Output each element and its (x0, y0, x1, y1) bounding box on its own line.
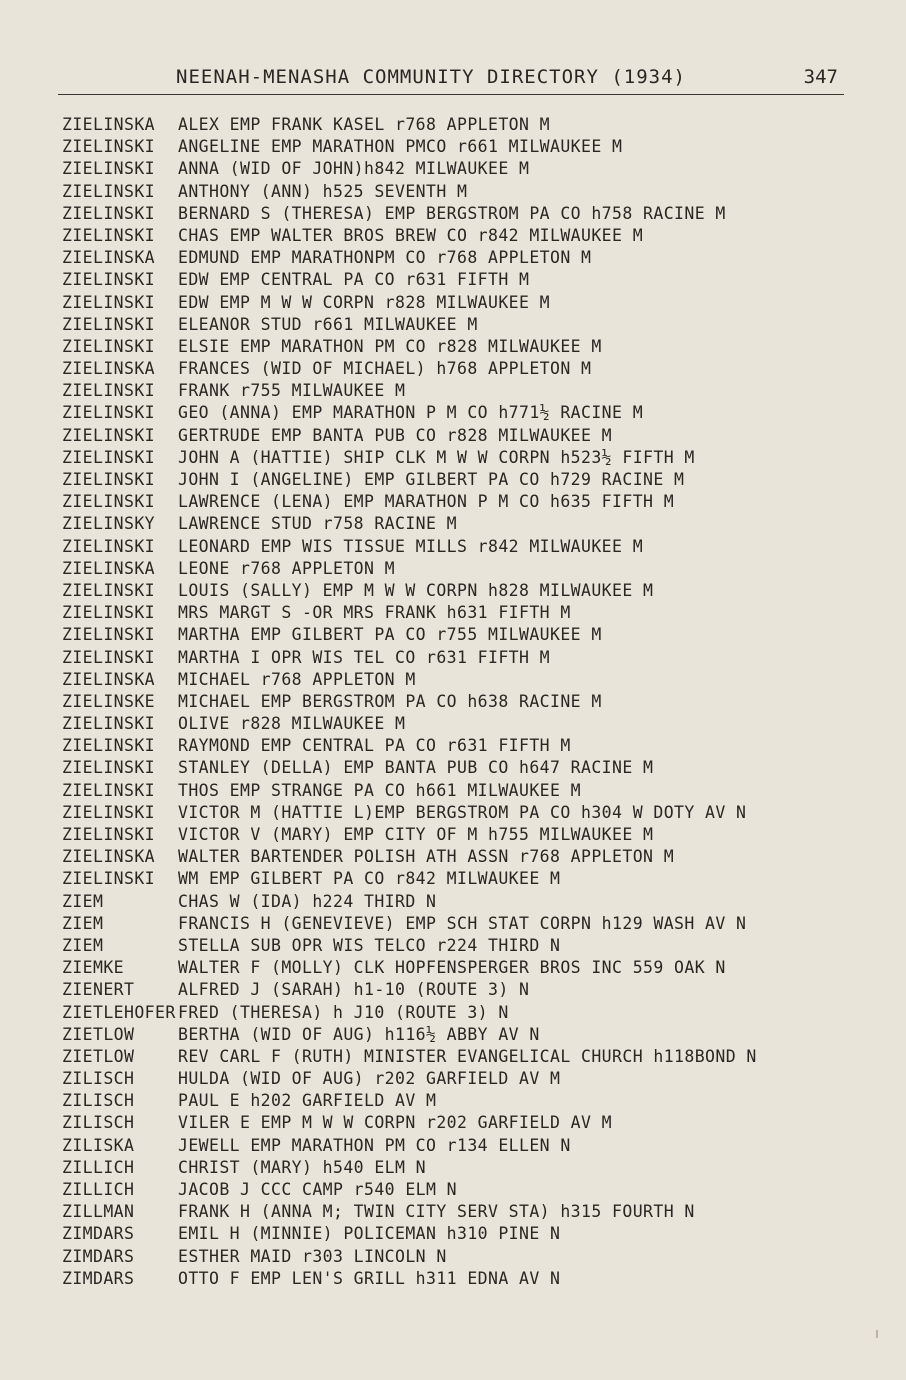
entry-detail: JEWELL EMP MARATHON PM CO r134 ELLEN N (178, 1135, 571, 1155)
entry-surname: ZIELINSKI (62, 758, 156, 778)
directory-entry (62, 247, 862, 269)
directory-entry (62, 1246, 862, 1268)
directory-entry (62, 868, 862, 890)
entry-surname: ZIELINSKI (62, 470, 156, 489)
directory-entry (62, 358, 862, 380)
directory-entry (62, 1112, 862, 1134)
entry-detail: MARTHA EMP GILBERT PA CO r755 MILWAUKEE M (178, 625, 602, 645)
entry-surname: ZIELINSKI (62, 159, 156, 179)
directory-entry (62, 558, 862, 580)
entry-surname: ZIEM (62, 935, 104, 955)
entry-detail: MICHAEL EMP BERGSTROM PA CO h638 RACINE M (178, 691, 602, 711)
entry-surname: ZIMDARS (62, 1224, 135, 1244)
entry-surname: ZIELINSKI (62, 336, 156, 356)
entry-detail: LEONARD EMP WIS TISSUE MILLS r842 MILWAUKEE M (178, 536, 644, 556)
directory-entry (62, 824, 862, 846)
entry-surname: ZILISCH (62, 1069, 135, 1089)
entry-surname: ZIELINSKI (62, 647, 156, 667)
directory-entry (62, 225, 862, 247)
entry-detail: EDW EMP M W W CORPN r828 MILWAUKEE M (178, 292, 551, 312)
entry-detail: LAWRENCE STUD r758 RACINE M (178, 514, 458, 534)
entry-detail: ESTHER MAID r303 LINCOLN N (178, 1246, 447, 1266)
entry-surname: ZIMDARS (62, 1246, 135, 1266)
page-number: 347 (803, 66, 838, 88)
directory-entry (62, 203, 862, 225)
directory-entry (62, 158, 862, 180)
entry-surname: ZIETLEHOFER (62, 1002, 176, 1022)
entry-surname: ZIELINSKI (62, 736, 156, 756)
directory-entry (62, 292, 862, 314)
directory-entry (62, 624, 862, 646)
entry-detail: JACOB J CCC CAMP r540 ELM N (178, 1180, 458, 1199)
entry-surname: ZIMDARS (62, 1268, 135, 1288)
directory-entry (62, 846, 862, 868)
entry-detail: GERTRUDE EMP BANTA PUB CO r828 MILWAUKEE M (178, 425, 613, 445)
directory-entries (62, 114, 862, 1290)
entry-surname: ZIELINSKI (62, 270, 156, 290)
entry-detail: GEO (ANNA) EMP MARATHON P M CO h771½ RACINE M (178, 403, 644, 423)
entry-surname: ZIEMKE (62, 958, 125, 978)
directory-entry (62, 1179, 862, 1201)
entry-surname: ZIELINSKI (62, 447, 156, 467)
directory-entry (62, 1268, 862, 1290)
entry-detail: FRANK H (ANNA M; TWIN CITY SERV STA) h315 FOURTH N (178, 1202, 695, 1222)
entry-surname: ZIELINSKA (62, 558, 156, 578)
entry-surname: ZIELINSKA (62, 847, 156, 867)
directory-entry (62, 780, 862, 802)
entry-surname: ZIELINSKI (62, 203, 156, 223)
entry-detail: ALEX EMP FRANK KASEL r768 APPLETON M (178, 115, 551, 134)
entry-detail: RAYMOND EMP CENTRAL PA CO r631 FIFTH M (178, 736, 571, 756)
entry-detail: WALTER BARTENDER POLISH ATH ASSN r768 APPLETON M (178, 847, 675, 867)
entry-surname: ZIEM (62, 913, 104, 933)
entry-surname: ZIELINSKI (62, 425, 156, 445)
directory-entry (62, 757, 862, 779)
entry-detail: ANGELINE EMP MARATHON PMCO r661 MILWAUKEE M (178, 137, 623, 157)
entry-surname: ZIETLOW (62, 1046, 135, 1066)
page-header (58, 64, 844, 95)
entry-detail: BERNARD S (THERESA) EMP BERGSTROM PA CO h758 RACINE M (178, 203, 726, 223)
entry-surname: ZIEM (62, 891, 104, 911)
directory-entry (62, 580, 862, 602)
directory-entry (62, 1135, 862, 1157)
entry-detail: EDMUND EMP MARATHONPM CO r768 APPLETON M (178, 248, 592, 268)
entry-detail: EDW EMP CENTRAL PA CO r631 FIFTH M (178, 270, 530, 290)
entry-detail: LAWRENCE (LENA) EMP MARATHON P M CO h635 FIFTH M (178, 492, 675, 512)
directory-entry (62, 735, 862, 757)
entry-surname: ZILISCH (62, 1091, 135, 1111)
directory-entry (62, 1223, 862, 1245)
directory-entry (62, 114, 862, 136)
directory-entry (62, 314, 862, 336)
entry-detail: CHAS EMP WALTER BROS BREW CO r842 MILWAUKEE M (178, 225, 644, 245)
entry-detail: FRED (THERESA) h J10 (ROUTE 3) N (178, 1002, 509, 1022)
entry-surname: ZIELINSKI (62, 381, 156, 401)
entry-detail: OTTO F EMP LEN'S GRILL h311 EDNA AV N (178, 1268, 561, 1288)
directory-entry (62, 713, 862, 735)
directory-entry (62, 513, 862, 535)
entry-detail: JOHN I (ANGELINE) EMP GILBERT PA CO h729 RACINE M (178, 470, 685, 489)
entry-detail: OLIVE r828 MILWAUKEE M (178, 714, 406, 734)
directory-entry (62, 935, 862, 957)
entry-surname: ZIELINSKY (62, 514, 156, 534)
directory-entry (62, 447, 862, 469)
entry-detail: PAUL E h202 GARFIELD AV M (178, 1091, 437, 1111)
entry-detail: ANTHONY (ANN) h525 SEVENTH M (178, 181, 468, 201)
entry-detail: HULDA (WID OF AUG) r202 GARFIELD AV M (178, 1069, 561, 1089)
entry-detail: THOS EMP STRANGE PA CO h661 MILWAUKEE M (178, 780, 582, 800)
directory-entry (62, 1002, 862, 1024)
directory-entry (62, 269, 862, 291)
entry-surname: ZILLICH (62, 1180, 135, 1199)
page-title: NEENAH-MENASHA COMMUNITY DIRECTORY (1934) (176, 66, 686, 88)
entry-surname: ZIELINSKA (62, 248, 156, 268)
entry-surname: ZIELINSKA (62, 115, 156, 134)
directory-entry (62, 402, 862, 424)
entry-surname: ZIELINSKI (62, 181, 156, 201)
entry-surname: ZILLICH (62, 1157, 135, 1177)
entry-detail: REV CARL F (RUTH) MINISTER EVANGELICAL CHURCH h118BOND N (178, 1046, 757, 1066)
entry-detail: MRS MARGT S -OR MRS FRANK h631 FIFTH M (178, 603, 571, 623)
directory-entry (62, 691, 862, 713)
directory-entry (62, 802, 862, 824)
entry-surname: ZIELINSKA (62, 359, 156, 379)
entry-surname: ZIENERT (62, 980, 135, 1000)
directory-entry (62, 380, 862, 402)
entry-detail: JOHN A (HATTIE) SHIP CLK M W W CORPN h523½ FIFTH M (178, 447, 695, 467)
paper-mark (876, 1330, 878, 1338)
directory-entry (62, 336, 862, 358)
entry-surname: ZIELINSKE (62, 691, 156, 711)
entry-detail: BERTHA (WID OF AUG) h116½ ABBY AV N (178, 1024, 540, 1044)
entry-surname: ZIELINSKA (62, 669, 156, 689)
entry-surname: ZIELINSKI (62, 625, 156, 645)
directory-entry (62, 536, 862, 558)
entry-surname: ZIELINSKI (62, 536, 156, 556)
entry-detail: ELEANOR STUD r661 MILWAUKEE M (178, 314, 478, 334)
entry-detail: FRANCIS H (GENEVIEVE) EMP SCH STAT CORPN h129 WASH AV N (178, 913, 747, 933)
entry-detail: EMIL H (MINNIE) POLICEMAN h310 PINE N (178, 1224, 561, 1244)
entry-surname: ZIELINSKI (62, 802, 156, 822)
entry-surname: ZIELINSKI (62, 825, 156, 844)
directory-entry (62, 181, 862, 203)
entry-surname: ZIETLOW (62, 1024, 135, 1044)
entry-surname: ZIELINSKI (62, 225, 156, 245)
entry-detail: VILER E EMP M W W CORPN r202 GARFIELD AV M (178, 1113, 613, 1133)
entry-surname: ZIELINSKI (62, 780, 156, 800)
directory-entry (62, 1046, 862, 1068)
entry-surname: ZILISCH (62, 1113, 135, 1133)
entry-detail: VICTOR M (HATTIE L)EMP BERGSTROM PA CO h304 W DOTY AV N (178, 802, 747, 822)
directory-entry (62, 979, 862, 1001)
entry-surname: ZIELINSKI (62, 580, 156, 600)
directory-entry (62, 1068, 862, 1090)
entry-detail: MARTHA I OPR WIS TEL CO r631 FIFTH M (178, 647, 551, 667)
entry-surname: ZIELINSKI (62, 869, 156, 889)
entry-detail: FRANCES (WID OF MICHAEL) h768 APPLETON M (178, 359, 592, 379)
entry-detail: ANNA (WID OF JOHN)h842 MILWAUKEE M (178, 159, 530, 179)
directory-entry (62, 1201, 862, 1223)
directory-entry (62, 669, 862, 691)
entry-detail: MICHAEL r768 APPLETON M (178, 669, 416, 689)
entry-surname: ZIELINSKI (62, 492, 156, 512)
entry-surname: ZIELINSKI (62, 314, 156, 334)
entry-detail: ALFRED J (SARAH) h1-10 (ROUTE 3) N (178, 980, 530, 1000)
entry-detail: WALTER F (MOLLY) CLK HOPFENSPERGER BROS INC 559 OAK N (178, 958, 726, 978)
entry-detail: CHRIST (MARY) h540 ELM N (178, 1157, 427, 1177)
directory-entry (62, 1157, 862, 1179)
directory-entry (62, 425, 862, 447)
entry-detail: ELSIE EMP MARATHON PM CO r828 MILWAUKEE M (178, 336, 602, 356)
directory-entry (62, 491, 862, 513)
entry-detail: VICTOR V (MARY) EMP CITY OF M h755 MILWAUKEE M (178, 825, 654, 844)
entry-surname: ZIELINSKI (62, 403, 156, 423)
entry-detail: STELLA SUB OPR WIS TELCO r224 THIRD N (178, 935, 561, 955)
entry-detail: LOUIS (SALLY) EMP M W W CORPN h828 MILWAUKEE M (178, 580, 654, 600)
directory-entry (62, 602, 862, 624)
entry-surname: ZIELINSKI (62, 603, 156, 623)
entry-detail: CHAS W (IDA) h224 THIRD N (178, 891, 437, 911)
directory-entry (62, 913, 862, 935)
directory-entry (62, 1090, 862, 1112)
entry-surname: ZIELINSKI (62, 714, 156, 734)
directory-entry (62, 136, 862, 158)
entry-detail: LEONE r768 APPLETON M (178, 558, 396, 578)
entry-surname: ZILISKA (62, 1135, 135, 1155)
entry-surname: ZIELINSKI (62, 292, 156, 312)
directory-entry (62, 1024, 862, 1046)
entry-detail: WM EMP GILBERT PA CO r842 MILWAUKEE M (178, 869, 561, 889)
entry-surname: ZILLMAN (62, 1202, 135, 1222)
entry-surname: ZIELINSKI (62, 137, 156, 157)
entry-detail: FRANK r755 MILWAUKEE M (178, 381, 406, 401)
directory-entry (62, 469, 862, 491)
entry-detail: STANLEY (DELLA) EMP BANTA PUB CO h647 RACINE M (178, 758, 654, 778)
directory-entry (62, 647, 862, 669)
directory-entry (62, 891, 862, 913)
directory-entry (62, 957, 862, 979)
